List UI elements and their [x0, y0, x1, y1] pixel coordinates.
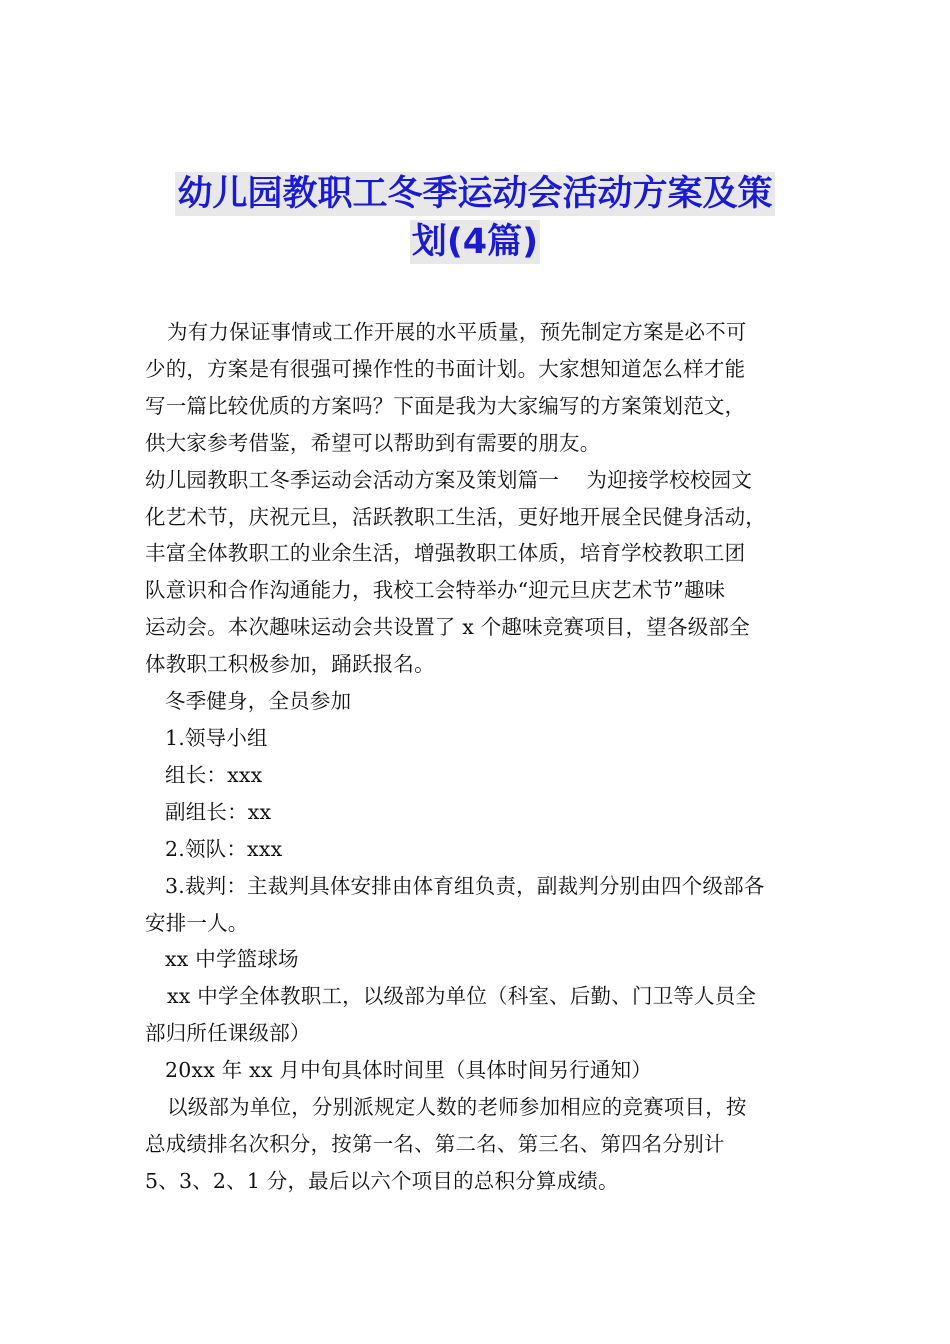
- section1-line-5: 运动会。本次趣味运动会共设置了 x 个趣味竞赛项目，望各级部全: [145, 615, 750, 640]
- section1-line-1: 幼儿园教职工冬季运动会活动方案及策划篇一 为迎接学校校园文: [145, 467, 753, 492]
- vice-leader-line: 副组长：xx: [165, 799, 272, 824]
- section1-line-2: 化艺术节，庆祝元旦，活跃教职工生活，更好地开展全民健身活动，: [145, 504, 766, 529]
- title-line-2: 划(4篇): [411, 222, 539, 262]
- intro-line-4: 供大家参考借鉴，希望可以帮助到有需要的朋友。: [145, 430, 601, 455]
- item-leading-group: 1.领导小组: [165, 725, 268, 750]
- time-line: 20xx 年 xx 月中旬具体时间里（具体时间另行通知）: [165, 1058, 652, 1083]
- participants-line-2: 部归所任课级部）: [145, 1021, 311, 1046]
- theme-line: 冬季健身，全员参加: [165, 689, 352, 714]
- intro-line-1: 为有力保证事情或工作开展的水平质量，预先制定方案是必不可: [167, 320, 747, 344]
- intro-line-3: 写一篇比较优质的方案吗？下面是我为大家编写的方案策划范文，: [145, 393, 746, 418]
- document-body: [145, 314, 813, 1200]
- item-referee-line-2: 安排一人。: [145, 910, 249, 935]
- scoring-line-1: 以级部为单位，分别派规定人数的老师参加相应的竞赛项目，按: [167, 1095, 747, 1120]
- item-referee-line-1: 3.裁判：主裁判具体安排由体育组负责，副裁判分别由四个级部各: [165, 873, 765, 898]
- scoring-line-2: 总成绩排名次积分，按第一名、第二名、第三名、第四名分别计: [145, 1131, 725, 1156]
- participants-line-1: xx 中学全体教职工，以级部为单位（科室、后勤、门卫等人员全: [167, 984, 757, 1009]
- title-line-1: 幼儿园教职工冬季运动会活动方案及策: [177, 174, 773, 214]
- venue-line: xx 中学篮球场: [165, 947, 299, 972]
- item-team-lead: 2.领队：xxx: [165, 836, 283, 861]
- section1-line-6: 体教职工积极参加，踊跃报名。: [145, 652, 435, 677]
- leader-line: 组长：xxx: [165, 762, 263, 787]
- scoring-line-3: 5、3、2、1 分，最后以六个项目的总积分算成绩。: [145, 1168, 619, 1193]
- intro-line-2: 少的，方案是有很强可操作性的书面计划。大家想知道怎么样才能: [145, 356, 746, 381]
- section1-line-4: 队意识和合作沟通能力，我校工会特举办“迎元旦庆艺术节”趣味: [145, 578, 726, 603]
- section1-line-3: 丰富全体教职工的业余生活，增强教职工体质，培育学校教职工团: [145, 541, 746, 566]
